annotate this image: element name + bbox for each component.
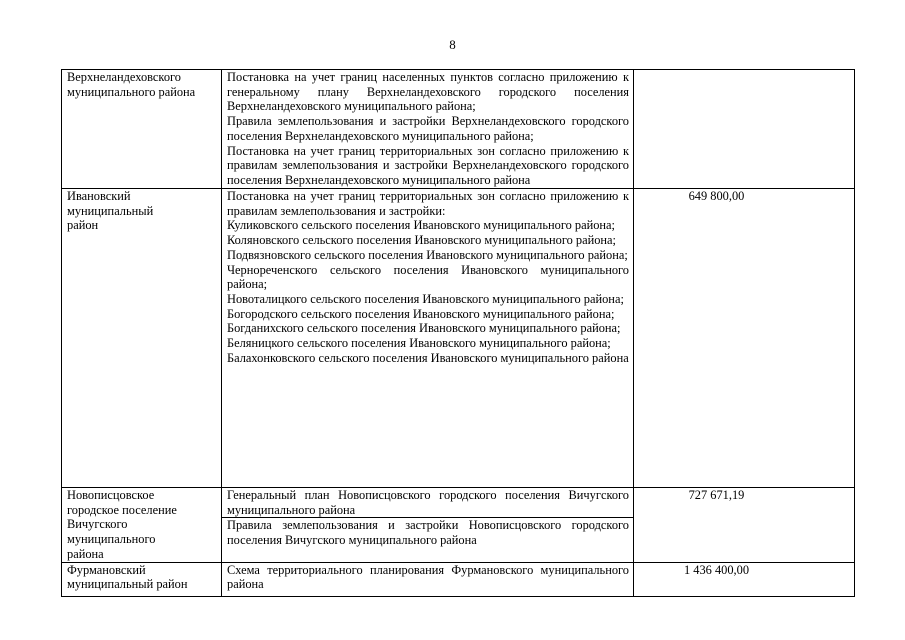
work-item: Богданихского сельского поселения Ивановского муниципального района;	[227, 321, 621, 336]
district-cell: Новописцовское городское поселение Вичугского муниципального района	[62, 488, 222, 563]
district-cell: Верхнеландеховского муниципального района	[62, 70, 222, 189]
table-row	[62, 488, 855, 563]
works-cell	[222, 488, 634, 563]
work-item: Схема территориального планирования Фурмановского муниципального района	[227, 562, 629, 592]
work-item: Постановка на учет границ территориальных зон согласно приложению к правилам землепользования и застройки Верхнеландеховского городского поселения Верхнеландеховского муниципального района	[227, 143, 629, 187]
work-item: Богородского сельского поселения Ивановского муниципального района;	[227, 306, 615, 321]
work-item: Правила землепользования и застройки Верхнеландеховского городского поселения Верхнеландеховского муниципального района;	[227, 114, 629, 143]
work-item: Подвязновского сельского поселения Ивановского муниципального района;	[227, 247, 628, 262]
work-item: Коляновского сельского поселения Ивановского муниципального района;	[227, 233, 616, 248]
work-item: Правила землепользования и застройки Новописцовского городского поселения Вичугского муниципального района	[222, 517, 633, 547]
work-item: Куликовского сельского поселения Ивановского муниципального района;	[227, 218, 615, 233]
amount-cell: 727 671,19	[634, 488, 855, 563]
works-cell	[222, 70, 634, 189]
page-number: 8	[449, 37, 456, 52]
amount-cell: 649 800,00	[634, 189, 855, 488]
work-item: Балахонковского сельского поселения Ивановского муниципального района	[227, 350, 629, 365]
amount-cell	[634, 70, 855, 189]
amount-cell: 1 436 400,00	[634, 562, 855, 596]
work-item: Постановка на учет границ населенных пунктов согласно приложению к генеральному плану Верхнеландеховского городского поселения Верхнеландеховского муниципального района;	[227, 70, 629, 114]
work-item: Постановка на учет границ территориальных зон согласно приложению к правилам землепользования и застройки:	[227, 189, 629, 218]
district-cell: Ивановский муниципальный район	[62, 189, 222, 488]
table-row	[62, 70, 855, 189]
table-row	[62, 562, 855, 596]
work-item: Чернореченского сельского поселения Ивановского муниципального района;	[227, 262, 629, 292]
table-row	[62, 189, 855, 488]
work-item: Генеральный план Новописцовского городского поселения Вичугского муниципального района	[227, 488, 629, 517]
work-item: Беляницкого сельского поселения Ивановского муниципального района;	[227, 336, 611, 351]
funding-table	[61, 69, 855, 597]
works-cell	[222, 189, 634, 488]
district-cell: Фурмановский муниципальный район	[62, 562, 222, 596]
works-cell	[222, 562, 634, 596]
work-item: Новоталицкого сельского поселения Ивановского муниципального района;	[227, 291, 624, 306]
